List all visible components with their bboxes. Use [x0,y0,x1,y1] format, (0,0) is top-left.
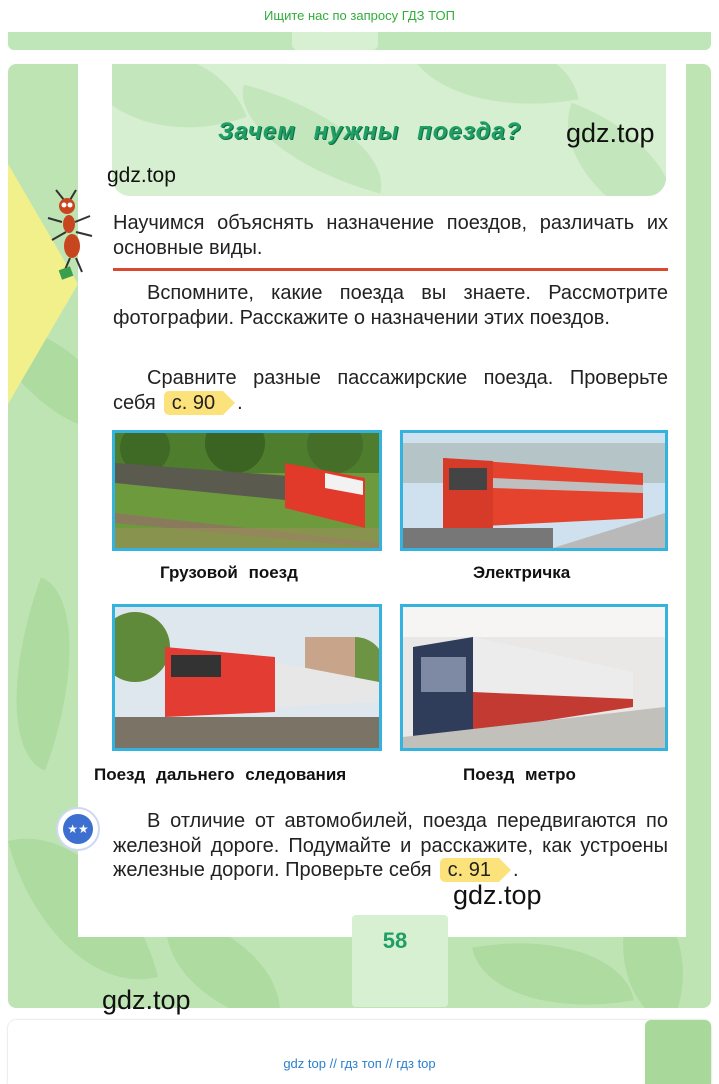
page-title: Зачем нужны поезда? [218,118,522,145]
page-reference[interactable]: с. 91 [440,858,499,882]
task-paragraph: Сравните разные пассажирские поезда. Проверьте себя с. 90 . [113,367,668,414]
next-page-card [8,1020,711,1084]
next-page-corner [645,1020,711,1084]
watermark: gdz.top [107,164,176,187]
photo-caption: Поезд метро [463,765,576,784]
photo-caption: Электричка [473,563,571,582]
task-paragraph: В отличие от автомобилей, поезда передвигаются по железной дороге. Подумайте и расскажите, как устроены железные дороги. Проверьте себя с. 91 . [113,810,668,881]
footer-links[interactable]: gdz top // гдз топ // гдз top [283,1056,436,1071]
ant-icon [42,188,102,280]
page-reference[interactable]: с. 90 [164,391,223,415]
photo-metro-train [400,604,668,751]
watermark: gdz.top [102,985,191,1015]
photo-suburban-train [400,430,668,551]
top-strip [8,32,711,50]
top-banner[interactable]: Ищите нас по запросу ГДЗ ТОП [264,8,455,23]
divider [113,268,668,271]
photo-long-distance-train [112,604,382,751]
photo-caption: Поезд дальнего следования [94,765,347,784]
page-number: 58 [382,928,408,953]
lesson-goal: Научимся объяснять назначение поездов, различать их основные виды. [113,212,668,259]
photo-freight-train [112,430,382,551]
stars-icon: ★★ [56,807,100,851]
photo-caption: Грузовой поезд [160,563,298,582]
watermark: gdz.top [566,118,655,148]
task-paragraph: Вспомните, какие поезда вы знаете. Рассмотрите фотографии. Расскажите о назначении этих поездов. [113,282,668,329]
watermark: gdz.top [453,880,542,910]
